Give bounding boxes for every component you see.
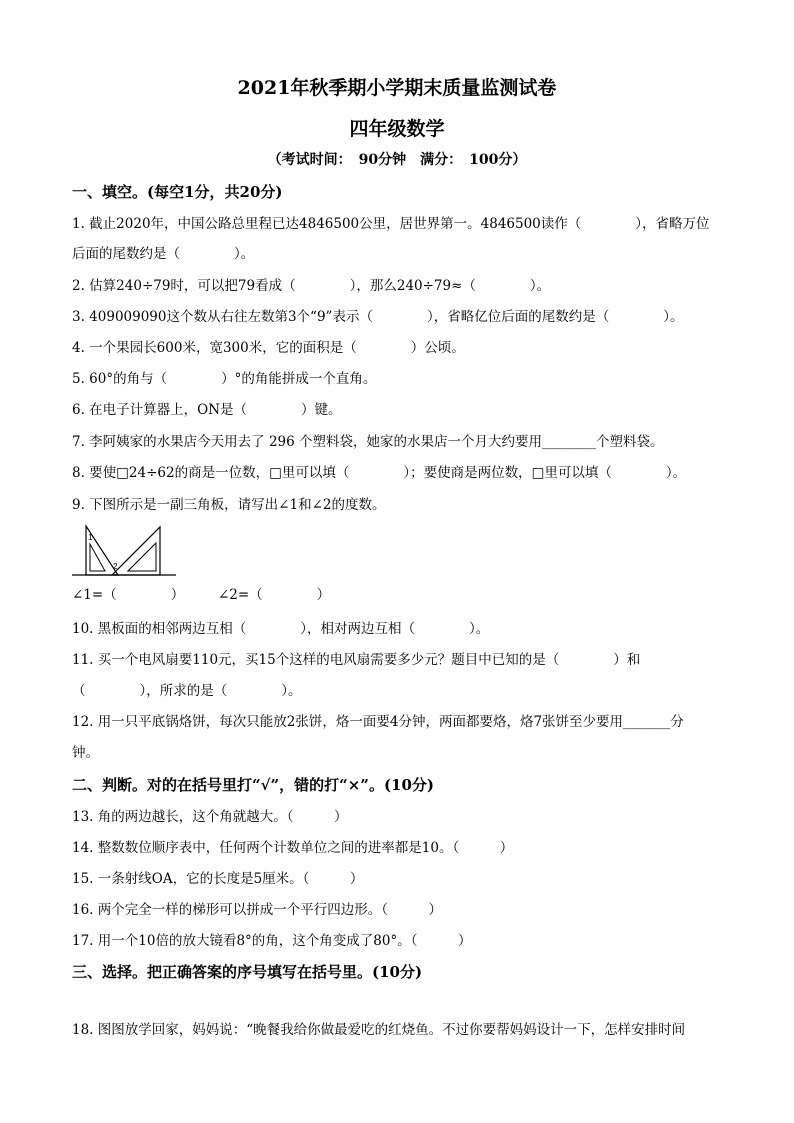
question-line: 16. 两个完全一样的梯形可以拼成一个平行四边形。（ ） <box>72 902 443 918</box>
exam-info: （考试时间： 90分钟 满分： 100分） <box>267 152 527 168</box>
set-square-right-inner <box>128 543 156 571</box>
question-line: 17. 用一个10倍的放大镜看8°的角，这个角变成了80°。（ ） <box>72 933 472 949</box>
question-line: 1. 截止2020年，中国公路总里程已达4846500公里，居世界第一。4846500读作（ ），省略万位 <box>72 216 710 232</box>
question-line: 钟。 <box>72 745 99 761</box>
question-line: 4. 一个果园长600米，宽300米，它的面积是（ ）公顷。 <box>72 340 465 356</box>
section-heading: 三、选择。把正确答案的序号填写在括号里。(10分) <box>72 963 423 981</box>
question-line: 3. 409009090这个数从右往左数第3个“9”表示（ ），省略亿位后面的尾数约是（ ）。 <box>72 309 684 325</box>
question-line: ∠1=（ ） ∠2=（ ） <box>72 587 331 603</box>
angle-1-label: 1 <box>88 533 93 542</box>
question-line: 后面的尾数约是（ ）。 <box>72 246 255 262</box>
exam-subtitle: 四年级数学 <box>349 118 445 140</box>
exam-title: 2021年秋季期小学期末质量监测试卷 <box>237 77 557 99</box>
set-square-left-inner <box>90 544 105 571</box>
question-line: 11. 买一个电风扇要110元，买15个这样的电风扇需要多少元？题目中已知的是（ ）和 <box>72 652 641 668</box>
triangle-ruler-figure <box>72 522 182 580</box>
question-line: 13. 角的两边越长，这个角就越大。（ ） <box>72 809 348 825</box>
question-line: 5. 60°的角与（ ）°的角能拼成一个直角。 <box>72 371 377 387</box>
angle-2-label: 2 <box>113 562 118 571</box>
question-line: 10. 黑板面的相邻两边互相（ ），相对两边互相（ ）。 <box>72 621 490 637</box>
question-line: （ ），所求的是（ ）。 <box>72 683 302 699</box>
question-line: 12. 用一只平底锅烙饼，每次只能放2张饼，烙一面要4分钟，两面都要烙，烙7张饼至少要用_______分 <box>72 714 684 730</box>
question-line: 6. 在电子计算器上，ON是（ ）键。 <box>72 402 342 418</box>
question-line: 14. 整数数位顺序表中，任何两个计数单位之间的进率都是10。（ ） <box>72 840 514 856</box>
section-heading: 一、填空。(每空1分，共20分) <box>72 183 283 201</box>
question-line: 9. 下图所示是一副三角板，请写出∠1和∠2的度数。 <box>72 497 386 513</box>
section-heading: 二、判断。对的在括号里打“√”，错的打“×”。(10分) <box>72 776 435 794</box>
set-square-right <box>112 527 160 575</box>
question-line: 7. 李阿姨家的水果店今天用去了 296 个塑料袋，她家的水果店一个月大约要用________个塑料袋。 <box>72 434 664 450</box>
question-line: 2. 估算240÷79时，可以把79看成（ ），那么240÷79≈（ ）。 <box>72 278 551 294</box>
question-line: 18. 图图放学回家，妈妈说：“晚餐我给你做最爱吃的红烧鱼。不过你要帮妈妈设计一下，怎样安排时间 <box>72 1022 686 1038</box>
question-line: 15. 一条射线OA，它的长度是5厘米。（ ） <box>72 871 364 887</box>
question-line: 8. 要使□24÷62的商是一位数，□里可以填（ ）；要使商是两位数，□里可以填（ ）。 <box>72 465 687 481</box>
